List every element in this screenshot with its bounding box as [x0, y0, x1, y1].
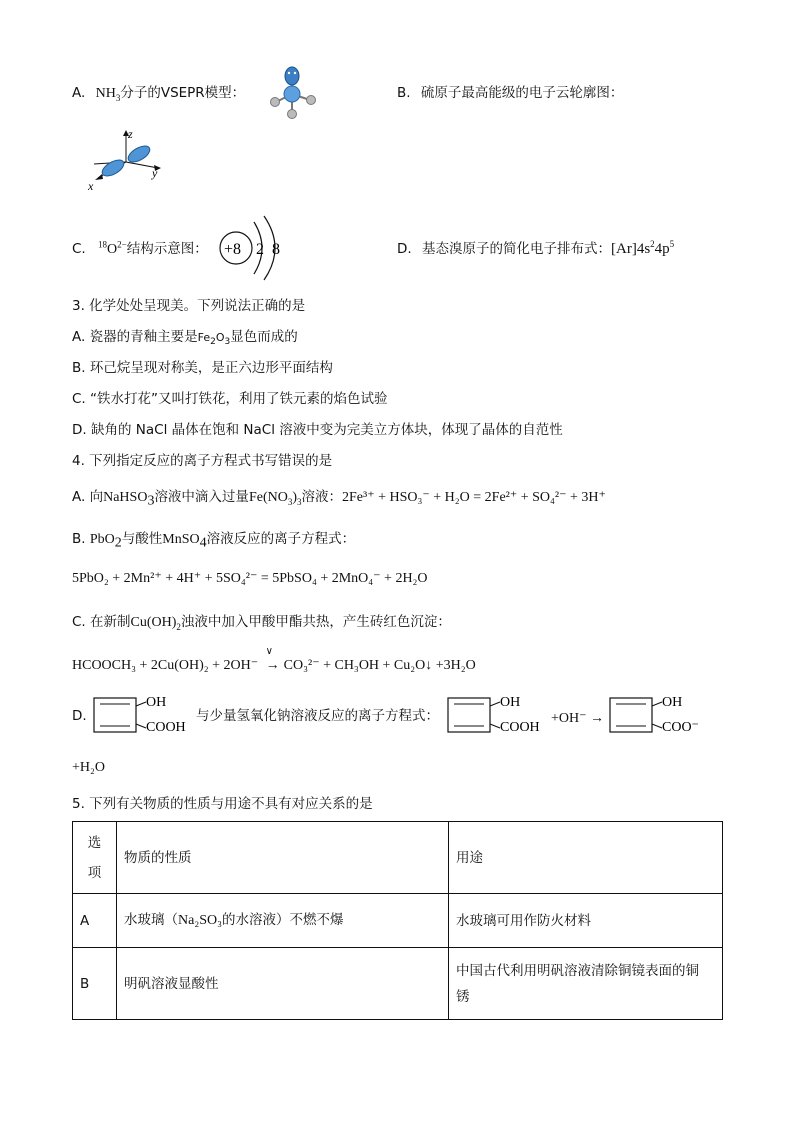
- option-a: A. $NH_3$分子的VSEPR模型：: [72, 85, 246, 103]
- svg-text:COO⁻: COO⁻: [662, 720, 699, 735]
- electron-config: $[Ar]4s^24p^5$: [610, 239, 675, 257]
- q4-option-c: C. 在新制$Cu(OH)_2$浊液中加入甲酸甲酯共热，产生砖红色沉淀：: [72, 614, 451, 632]
- header-property: 物质的性质: [117, 822, 449, 894]
- svg-text:2: 2: [256, 241, 264, 258]
- q4-option-d-water: +H₂O: [72, 760, 105, 775]
- header-use: 用途: [449, 822, 723, 894]
- q4-option-d-text: 与少量氢氧化钠溶液反应的离子方程式：: [196, 708, 439, 724]
- q4-option-c-equation: HCOOCH₃ + 2Cu(OH)₂ + 2OH⁻ ∨ → CO₃²⁻ + CH₃OH + Cu₂O↓ +3H₂O: [72, 646, 476, 673]
- y-axis-label: y: [152, 166, 158, 180]
- svg-text:8: 8: [272, 241, 280, 258]
- ion-symbol: $^{18}O^{2-}$: [98, 239, 127, 257]
- svg-text:COOH: COOH: [146, 720, 186, 735]
- q4-stem: 4. 下列指定反应的离子方程式书写错误的是: [72, 453, 333, 469]
- table-row: A 水玻璃（Na₂SO₃的水溶液）不燃不爆 水玻璃可用作防火材料: [73, 894, 723, 948]
- reaction-arrow: ∨ →: [265, 646, 280, 673]
- q3-option-b: B. 环己烷呈现对称美，是正六边形平面结构: [72, 360, 333, 376]
- option-b: B. 硫原子最高能级的电子云轮廓图：: [397, 85, 624, 101]
- plus-oh: +OH⁻ →: [551, 711, 605, 726]
- q5-table: [72, 821, 723, 1020]
- vsepr-model-image: [266, 64, 322, 122]
- q5-stem: 5. 下列有关物质的性质与用途不具有对应关系的是: [72, 796, 373, 812]
- q4-option-b: B. PbO$_2$与酸性MnSO$_4$溶液反应的离子方程式：: [72, 531, 356, 551]
- q3-option-a: A. 瓷器的青釉主要是$Fe_2O_3$显色而成的: [72, 329, 298, 348]
- formula: $NH_3$: [95, 86, 121, 103]
- svg-text:+8: +8: [224, 241, 242, 258]
- svg-text:COOH: COOH: [500, 720, 540, 735]
- q3-stem: 3. 化学处处呈现美。下列说法正确的是: [72, 298, 306, 314]
- p-orbital-diagram: [86, 126, 166, 192]
- option-c: C. $^{18}O^{2-}$结构示意图：: [72, 239, 208, 257]
- header-option: 选 项: [73, 822, 117, 894]
- table-header-row: [73, 822, 723, 894]
- table-row: B 明矾溶液显酸性 中国古代利用明矾溶液清除铜镜表面的铜 锈: [73, 948, 723, 1020]
- q4-option-b-equation: 5PbO₂ + 2Mn²⁺ + 4H⁺ + 5SO₄²⁻ = 5PbSO₄ + 2MnO₄⁻ + 2H₂O: [72, 571, 428, 586]
- atomic-structure-diagram: [216, 212, 300, 284]
- q4-option-d-letter: D.: [72, 708, 87, 724]
- x-axis-label: x: [88, 179, 94, 192]
- salicylic-acid-structure-2: [444, 690, 550, 740]
- q4-option-a: A. 向NaHSO$_3$溶液中滴入过量$Fe(NO_3)_3$溶液：2Fe³⁺ + HSO₃⁻ + H₂O = 2Fe²⁺ + SO₄²⁻ + 3H⁺: [72, 489, 606, 509]
- svg-text:OH: OH: [500, 695, 521, 710]
- svg-text:OH: OH: [662, 695, 683, 710]
- z-axis-label: z: [128, 127, 133, 141]
- svg-text:OH: OH: [146, 695, 167, 710]
- q3-option-d: D. 缺角的 NaCl 晶体在饱和 NaCl 溶液中变为完美立方体块，体现了晶体的自范性: [72, 422, 563, 438]
- salicylic-acid-structure: [90, 690, 196, 740]
- option-d: D. 基态溴原子的简化电子排布式：$[Ar]4s^24p^5$: [397, 239, 675, 257]
- salicylate-structure: [606, 690, 712, 740]
- q3-option-c: C. “铁水打花”又叫打铁花，利用了铁元素的焰色试验: [72, 391, 388, 407]
